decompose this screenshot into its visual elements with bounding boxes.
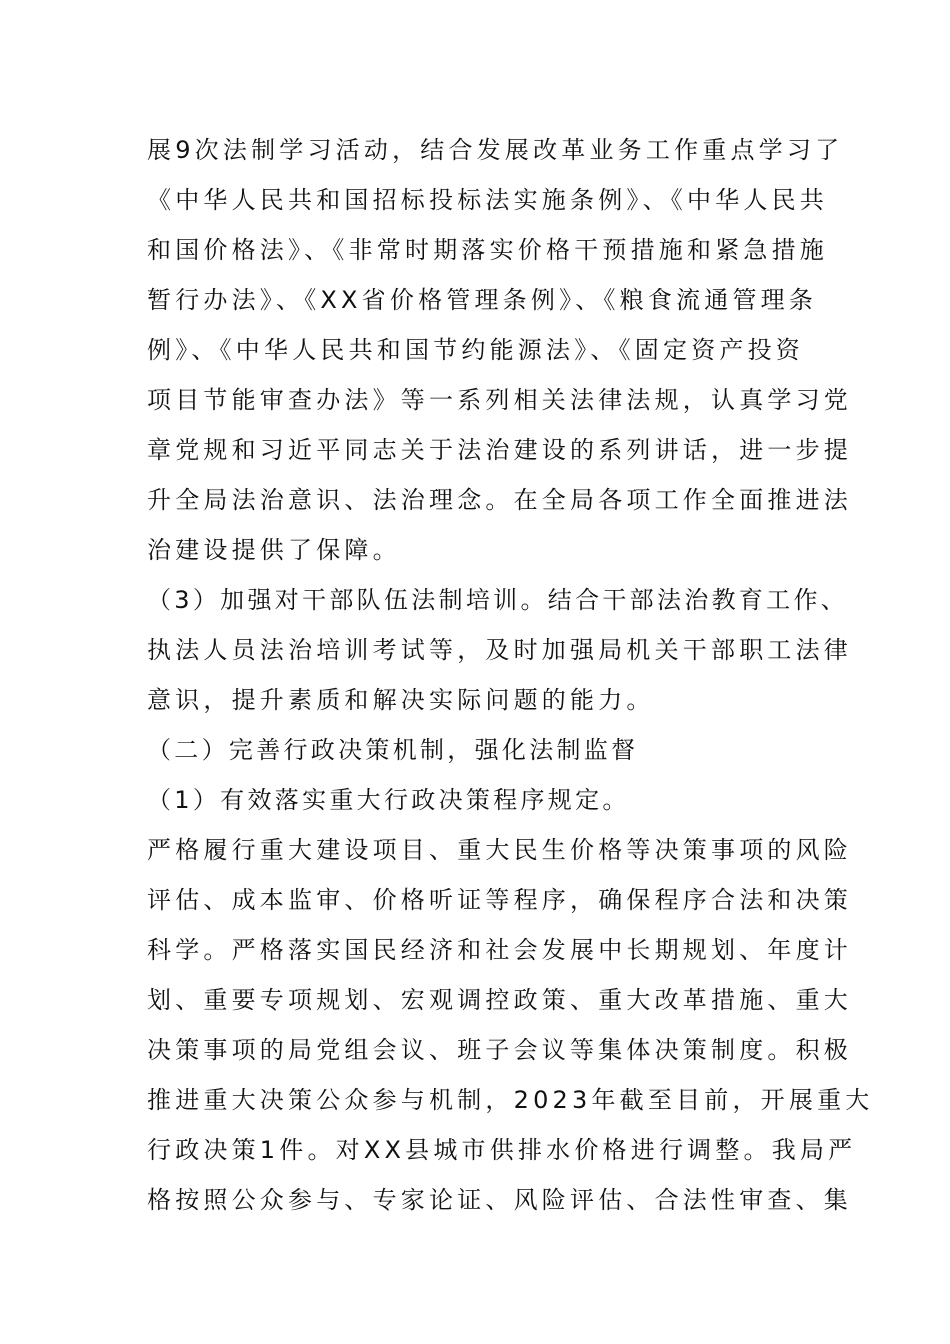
- paragraph-line: 意识，提升素质和解决实际问题的能力。: [147, 686, 655, 714]
- paragraph-line: 评估、成本监审、价格听证等程序，确保程序合法和决策: [147, 886, 852, 914]
- paragraph-line: 例》、《中华人民共和国节约能源法》、《固定资产投资: [147, 336, 804, 364]
- paragraph-line: 展9次法制学习活动，结合发展改革业务工作重点学习了: [147, 136, 844, 164]
- section-heading: （二）完善行政决策机制，强化法制监督: [147, 736, 639, 764]
- paragraph-line: 《中华人民共和国招标投标法实施条例》、《中华人民共: [147, 186, 828, 214]
- paragraph-line: 章党规和习近平同志关于法治建设的系列讲话，进一步提: [147, 436, 852, 464]
- paragraph-line: 升全局法治意识、法治理念。在全局各项工作全面推进法: [147, 486, 852, 514]
- paragraph-line: 推进重大决策公众参与机制，2023年截至目前，开展重大: [147, 1086, 874, 1114]
- subsection-heading: （1）有效落实重大行政决策程序规定。: [147, 786, 630, 814]
- paragraph-line: 暂行办法》、《XX省价格管理条例》、《粮食流通管理条: [147, 286, 818, 314]
- subsection-heading: （3）加强对干部队伍法制培训。结合干部法治教育工作、: [147, 586, 849, 614]
- paragraph-line: 执法人员法治培训考试等，及时加强局机关干部职工法律: [147, 636, 852, 664]
- paragraph-line: 项目节能审查办法》等一系列相关法律法规，认真学习党: [147, 386, 852, 414]
- paragraph-line: 决策事项的局党组会议、班子会议等集体决策制度。积极: [147, 1036, 852, 1064]
- paragraph-line: 治建设提供了保障。: [147, 536, 401, 564]
- paragraph-line: 划、重要专项规划、宏观调控政策、重大改革措施、重大: [147, 986, 852, 1014]
- paragraph-line: 行政决策1件。对XX县城市供排水价格进行调整。我局严: [147, 1136, 857, 1164]
- paragraph-line: 科学。严格落实国民经济和社会发展中长期规划、年度计: [147, 936, 852, 964]
- paragraph-line: 严格履行重大建设项目、重大民生价格等决策事项的风险: [147, 836, 852, 864]
- paragraph-line: 格按照公众参与、专家论证、风险评估、合法性审查、集: [147, 1186, 852, 1214]
- paragraph-line: 和国价格法》、《非常时期落实价格干预措施和紧急措施: [147, 236, 828, 264]
